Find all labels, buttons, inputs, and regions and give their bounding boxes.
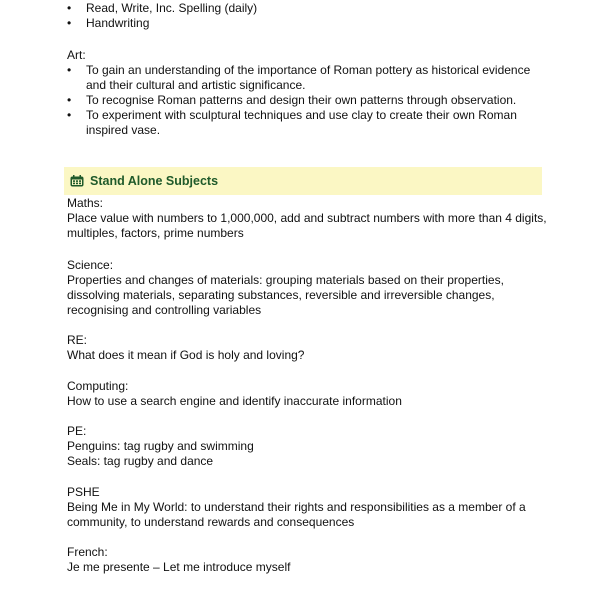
- subject-label: PSHE: [67, 485, 100, 499]
- list-item: • Handwriting: [67, 16, 547, 31]
- subject-text: How to use a search engine and identify inaccurate information: [67, 394, 402, 408]
- subject-text: Properties and changes of materials: grouping materials based on their properties, dissolving materials, separating substances, reversible and irreversible changes, recognising and controlling variables: [67, 273, 504, 317]
- subject-pshe: [67, 485, 547, 530]
- list-item: • Read, Write, Inc. Spelling (daily): [67, 1, 547, 16]
- subject-label: French:: [67, 545, 108, 559]
- subject-text: What does it mean if God is holy and loving?: [67, 348, 305, 362]
- subject-science: [67, 258, 547, 318]
- list-item: • To gain an understanding of the importance of Roman pottery as historical evidence and their cultural and artistic significance.: [67, 63, 537, 93]
- list-item: • To recognise Roman patterns and design their own patterns through observation.: [67, 93, 537, 108]
- subject-label: Computing:: [67, 379, 129, 393]
- stand-alone-heading: [64, 167, 542, 195]
- list-item: • To experiment with sculptural techniques and use clay to create their own Roman inspired vase.: [67, 108, 537, 138]
- subject-text: Place value with numbers to 1,000,000, add and subtract numbers with more than 4 digits, multiples, factors, prime numbers: [67, 211, 547, 240]
- art-list: [67, 63, 537, 138]
- calendar-icon: [70, 175, 84, 187]
- subject-label: Maths:: [67, 196, 104, 210]
- subject-label: Science:: [67, 258, 114, 272]
- art-label: Art:: [67, 48, 86, 62]
- subject-french: [67, 545, 547, 575]
- subject-label: PE:: [67, 424, 87, 438]
- subject-maths: [67, 196, 547, 241]
- subject-computing: [67, 379, 547, 409]
- section-title: Stand Alone Subjects: [90, 173, 219, 188]
- subject-text: Being Me in My World: to understand their rights and responsibilities as a member of a community, to understand rewards and consequences: [67, 500, 526, 529]
- literacy-list: [67, 1, 547, 31]
- subject-text: Je me presente – Let me introduce myself: [67, 560, 291, 574]
- subject-re: [67, 333, 547, 363]
- subject-text: Penguins: tag rugby and swimming Seals: tag rugby and dance: [67, 439, 254, 468]
- subject-pe: [67, 424, 547, 469]
- subject-label: RE:: [67, 333, 88, 347]
